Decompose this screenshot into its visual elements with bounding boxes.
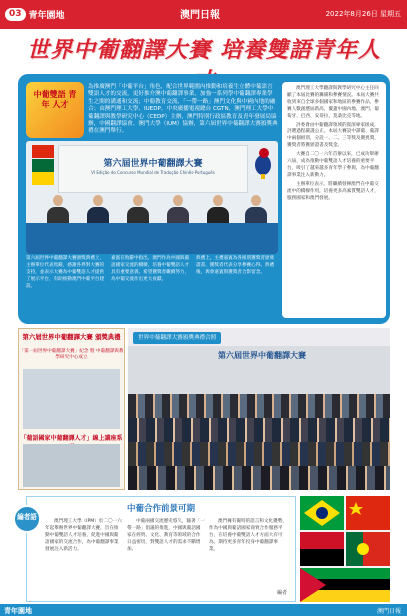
footer-paper: 澳門日報 [376,608,401,615]
flags-icon [32,145,54,185]
poster-title-lecture: 「葡語國家中葡翻譯人才」線上講座系 [20,435,123,442]
editorial-signature: 編者 [276,590,287,596]
right-paragraph: 澳門理工大學翻譯與教學研究中心主任回顧了本屆比賽的籌備和參賽情況。本屆大賽共收到來自全球多個國家和地區的參賽作品，參賽人數創歷屆新高，覆蓋中國內地、澳門、葡萄牙、巴西、安哥拉、莫桑比克等地。 [287,86,379,119]
footer-bar [0,604,407,616]
footer-section: 青年園地 [4,607,32,615]
banner-title: 第六屆世界中葡翻譯大賽 [103,159,203,169]
crowd-row [128,466,390,490]
photo-caption: 世界中葡翻譯大賽頒獎典禮合照 [133,332,221,344]
editorial-title: 中葡合作前景可期 [126,504,195,514]
ceremony-banner [58,145,248,193]
group-photo [128,328,390,490]
rooster-icon [252,145,274,179]
right-text-column [282,82,386,318]
editorial-paragraph: 中葡兩國交流歷史悠久，隨著「一帶一路」倡議的推進，中國與葡語國家在經貿、文化、教育等領域的合作日益密切，對雙語人才的需求不斷增加。 [127,519,205,552]
page-headline: 世界中葡翻譯大賽 培養雙語青年人 [27,38,381,63]
flags-collage-icon [300,496,390,602]
ceremony-text-col-3: 典禮上，主禮嘉賓為各組別獲獎者頒發證書，獲獎者代表分享參賽心得。典禮後，與會嘉賓與獲獎者合影留念。 [196,256,275,275]
editorial-paragraph: 澳門理工大學（IPM）於二〇一六年起舉辦世界中葡翻譯大賽，旨在推動中葡雙語人才培養，促進中國與葡語國家的交流合作，為中葡翻譯事業發展注入新活力。 [45,519,122,552]
right-paragraph: 主辦單位表示，將繼續發揮澳門在中葡交流中的橋樑作用，培養更多高素質雙語人才，服務國家和澳門發展。 [287,181,379,201]
crowd-row [128,442,390,466]
top-banner [0,0,407,29]
event-poster [18,328,125,490]
ceremony-text-col-2: 嘉賓在致辭中指出，澳門作為中國與葡語國家交流的橋樑，培養中葡雙語人才具有重要意義。希望獲獎者繼續努力，為中葡交流作出更大貢獻。 [111,256,190,282]
poster-photo [23,369,120,429]
crowd-row [128,418,390,442]
backdrop-title: 第六屆世界中葡翻譯大賽 [218,350,306,360]
section-name: 青年園地 [28,10,65,21]
contest-logo [26,82,84,138]
section-number: 03 [5,8,26,21]
intro-block [26,82,278,138]
intro-paragraph: 為推廣澳門「中葡平台」角色，配合世界範圍內推動和培養生立體中葡語言雙語人才的交流，更好推介澳中葡翻譯事業，加強一系列學中葡翻譯專業學生之間的溝通和交流；中葡教育交流、「一帶一路」澳門文化與中國內地的融合；由澳門理工大學、IUEDP、中央廣播電視總台 CGTN、澳門理工大學中葡翻譯與教學研究中心（CEDP）主辦，澳門特別行政區教育及青年發展局協辦，中國翻譯協會、澳門大學（IUM）協辦，第六屆世界中葡翻譯大賽頒獎典禮在澳門舉行。 [88,84,278,135]
poster-title: 第六屆世界中葡翻譯大賽 頒獎典禮 [22,333,121,341]
editorial-paragraph: 澳門擁有獨特的語言和文化優勢，作為中國與葡語國家商貿合作服務平台，在培養中葡雙語人才方面大有可為。期待更多青年投身中葡翻譯事業。 [209,519,287,552]
editorial-column [17,496,296,602]
head-table [26,223,278,254]
crowd-row [128,394,390,418]
right-paragraph: 評委會由中葡翻譯領域的資深專家組成，評選過程嚴謹公正。本屆大賽設中譯葡、葡譯中兩個組別，分設一、二、三等獎及優異獎，獲獎者將獲頒證書及獎金。 [287,122,379,149]
right-paragraph: 大賽自二〇一六年首辦以來，已成功舉辦六屆，成為推動中葡雙語人才培養的重要平台，吸引了越來越多青年學子參與，為中葡翻譯事業注入新動力。 [287,152,379,178]
section-tag [5,6,65,22]
ceremony-text-col-1: 第六屆世界中葡翻譯大賽頒獎典禮上，主辦單位代表致辭，感謝各界對大賽的支持，並表示大賽為中葡雙語人才提供了展示平台，有助推動澳門中葡平台建設。 [26,256,105,289]
logo-text: 中葡雙語 青年 人才 [33,90,77,109]
poster-photo-lecture [23,444,120,487]
paper-name: 澳門日報 [180,10,220,21]
poster-subtitle: 「第一屆世界中葡翻譯大賽」紀念 暨 中葡翻譯與教學研究中心成立 [19,349,124,360]
editorial-badge: 編者語 [13,505,41,533]
ceremony-photo [26,141,278,254]
issue-date: 2022年8月26日 星期五 [325,10,401,18]
banner-subtitle: VI Edição do Concurso Mundial de Tradução Chinês-Português [91,170,215,175]
